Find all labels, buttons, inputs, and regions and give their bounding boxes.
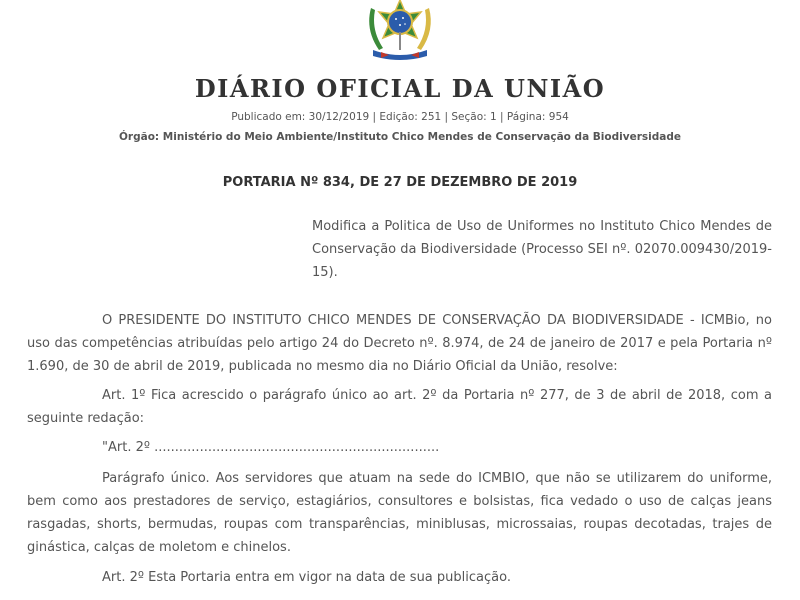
document-title: PORTARIA Nº 834, DE 27 DE DEZEMBRO DE 2019 bbox=[222, 175, 578, 190]
brazil-coat-of-arms-icon bbox=[359, 0, 441, 64]
masthead-title: DIÁRIO OFICIAL DA UNIÃO bbox=[194, 74, 606, 103]
article-1-paragraph: Art. 1º Fica acrescido o parágrafo único ao art. 2º da Portaria nº 277, de 3 de abril de 2018, com a seguinte redação: bbox=[27, 388, 772, 426]
article-2-quote-line: "Art. 2º ..................................................................... bbox=[102, 440, 440, 455]
ementa: Modifica a Politica de Uso de Uniformes no Instituto Chico Mendes de Conservação da Biodiversidade (Processo SEI nº. 02070.009430/2019-15). bbox=[312, 219, 772, 280]
coat-of-arms-emblem bbox=[359, 0, 441, 64]
paragrafo-unico: Parágrafo único. Aos servidores que atuam na sede do ICMBIO, que não se utilizarem do uniforme, bem como aos prestadores de serviço, estagiários, consultores e bolsistas, fica vedado o uso de calças jeans rasgadas, shorts, bermudas, roupas com transparências, miniblusas, microssaias, roupas decotadas, trajes de ginástica, calças de moletom e chinelos. bbox=[27, 471, 772, 555]
orgao-line: Órgão: Ministério do Meio Ambiente/Instituto Chico Mendes de Conservação da Biodiversidade bbox=[119, 131, 681, 143]
publication-info: Publicado em: 30/12/2019 | Edição: 251 | Seção: 1 | Página: 954 bbox=[231, 111, 569, 123]
preamble-paragraph: O PRESIDENTE DO INSTITUTO CHICO MENDES DE CONSERVAÇÃO DA BIODIVERSIDADE - ICMBio, no uso das competências atribuídas pelo artigo 24 do Decreto nº. 8.974, de 24 de janeiro de 2017 e pela Portaria nº 1.690, de 30 de abril de 2019, publicada no mesmo dia no Diário Oficial da União, resolve: bbox=[27, 313, 772, 374]
article-2-paragraph: Art. 2º Esta Portaria entra em vigor na data de sua publicação. bbox=[102, 570, 511, 585]
